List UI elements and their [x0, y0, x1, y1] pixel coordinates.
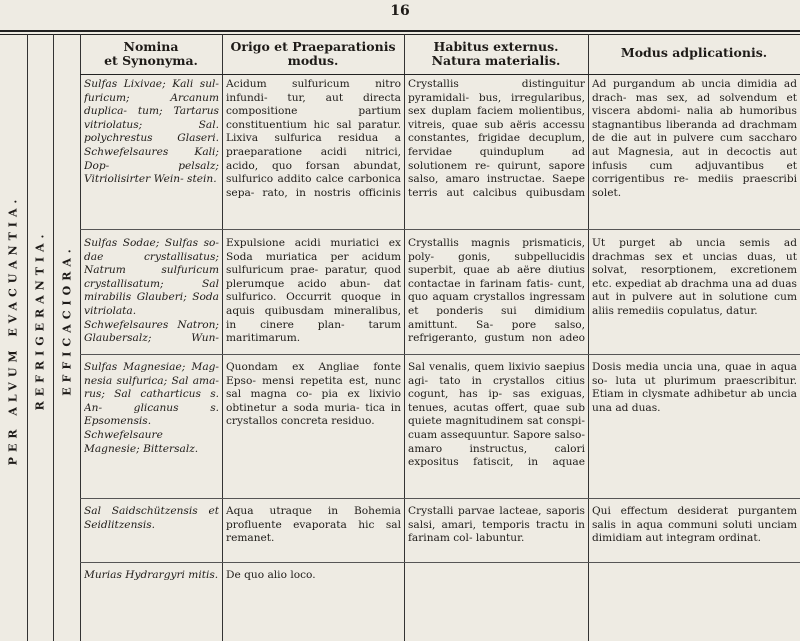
- row2-nomina: Sulfas Sodae; Sulfas so- dae crystallisatus; Natrum sulfuricum crystallisatum; Sal mirabilis Glauberi; Soda vitriolata. Schwefelsaures Natron; Glaubersalz; Wun-: [84, 237, 219, 345]
- row2-habitus: Crystallis magnis prismaticis, poly- gonis, subpellucidis superbit, quae ab aëre diutius contactae in farinam fatis- cunt, quo aquam crystallos ingressam et ponderis sui dimidium amittunt. Sa- pore salso, refrigeranto, gustum non adeo: [408, 237, 585, 345]
- top-rule: [0, 30, 800, 32]
- col-divider: [27, 34, 28, 641]
- col-divider: [588, 34, 589, 641]
- row-separator: [80, 354, 800, 355]
- header-habitus-line1: Habitus externus.: [433, 39, 559, 54]
- row5-nomina: Murias Hydrargyri mitis.: [84, 569, 219, 581]
- row2-modus: Ut purget ab uncia semis ad drachmas sex et uncias duas, ut solvat, resorptionem, excretionem etc. expediat ab drachma una ad duas aut in pulvere aut in solutione cum aliis remediis copulatus, datur.: [592, 237, 797, 317]
- col-divider: [53, 34, 54, 641]
- row4-origo: Aqua utraque in Bohemia profluente evaporata hic sal remanet.: [226, 505, 401, 545]
- row4-habitus: Crystalli parvae lacteae, saporis salsi, amari, temporis tractu in farinam col- labuntur.: [408, 505, 585, 545]
- header-nomina: [80, 40, 222, 70]
- row2-origo: Expulsione acidi muriatici ex Soda muriatica per acidum sulfuricum prae- paratur, quod plerumque acido abun- dat sulfurico. Occurrit quoque in aquis quibusdam mineralibus, in cinere plan- tarum maritimarum.: [226, 237, 401, 345]
- header-nomina-line1: Nomina: [123, 39, 179, 54]
- row1-nomina: Sulfas Lixivae; Kali sul- furicum; Arcanum duplica- tum; Tartarus vitriolatus; Sal. polychrestus Glaseri. Schwefelsaures Kali; Dop- pelsalz; Vitriolisirter Wein- stein.: [84, 78, 219, 186]
- row-separator: [80, 562, 800, 563]
- col-divider: [404, 34, 405, 641]
- header-modus-text: Modus adplicationis.: [620, 45, 768, 60]
- header-origo: [222, 40, 404, 70]
- header-habitus-line2: Natura materialis.: [431, 53, 561, 68]
- row-separator: [80, 498, 800, 499]
- row4-nomina: Sal Saidschützensis et Seidlitzensis.: [84, 505, 219, 531]
- row3-origo: Quondam ex Angliae fonte Epso- mensi repetita est, nunc sal magna co- pia ex lixivio obtinetur a soda muria- tica in crystallos concreta residuo.: [226, 361, 401, 428]
- row1-origo: Acidum sulfuricum nitro infundi- tur, aut directa compositione partium constituentium hic sal paratur. Lixiva sulfurica residua a praeparatione acidi nitrici, acido, quo forsan abundat, sulfurico addito calce carbonica sepa- rato, in nostris officinis: [226, 78, 401, 199]
- header-habitus: [404, 40, 588, 70]
- row3-habitus: Sal venalis, quem lixivio saepius agi- tato in crystallos citius cogunt, has ip- sas exiguas, tenues, acutas offert, quae sub quiete magnitudinem sat conspi- cuam assequuntur. Sapore salso-amaro instructus, calori expositus fatiscit, in aquae: [408, 361, 585, 469]
- header-rule: [0, 34, 800, 35]
- row5-origo: De quo alio loco.: [226, 569, 316, 581]
- row3-nomina: Sulfas Magnesiae; Mag- nesia sulfurica; Sal ama- rus; Sal catharticus s. An- glicanus s. Epsomensis. Schwefelsaure Magnesie; Bittersalz.: [84, 361, 219, 455]
- row1-modus: Ad purgandum ab uncia dimidia ad drach- mas sex, ad solvendum et viscera abdomi- nalia ab humoribus stagnantibus liberanda ad drachmam de die aut in pulvere cum saccharo aut Magnesia, aut in decoctis aut infusis cum adjuvantibus et corrigentibus re- mediis praescribi solet.: [592, 78, 797, 199]
- header-origo-line2: modus.: [287, 53, 339, 68]
- row1-habitus: Crystallis distinguitur pyramidali- bus, irregularibus, sex duplam faciem molientibus, vitreis, quae sub aëris accessu constantes, frigidae decuplum, fervidae quinduplum ad solutionem re- quirunt, sapore salso, amaro instructae. Saepe terris aut calcibus quibusdam: [408, 78, 585, 199]
- side-label-middle-text: REFRIGERANTIA.: [33, 229, 47, 411]
- header-modus: [588, 46, 800, 76]
- side-label-outer-text: PER ALVUM EVACUANTIA.: [6, 194, 20, 466]
- row4-modus: Qui effectum desiderat purgantem salis in aqua communi soluti unciam dimidiam aut integram ordinat.: [592, 505, 797, 545]
- col-divider: [222, 34, 223, 641]
- header-origo-line1: Origo et Praeparationis: [230, 39, 396, 54]
- col-divider: [80, 34, 81, 641]
- row-separator: [80, 229, 800, 230]
- header-nomina-line2: et Synonyma.: [104, 53, 198, 68]
- side-label-inner-text: EFFICACIORA.: [60, 244, 74, 396]
- row3-modus: Dosis media uncia una, quae in aqua so- luta ut plurimum praescribitur. Etiam in clysmate adhibetur ab uncia una ad duas.: [592, 361, 797, 414]
- page-number: 16: [390, 3, 410, 19]
